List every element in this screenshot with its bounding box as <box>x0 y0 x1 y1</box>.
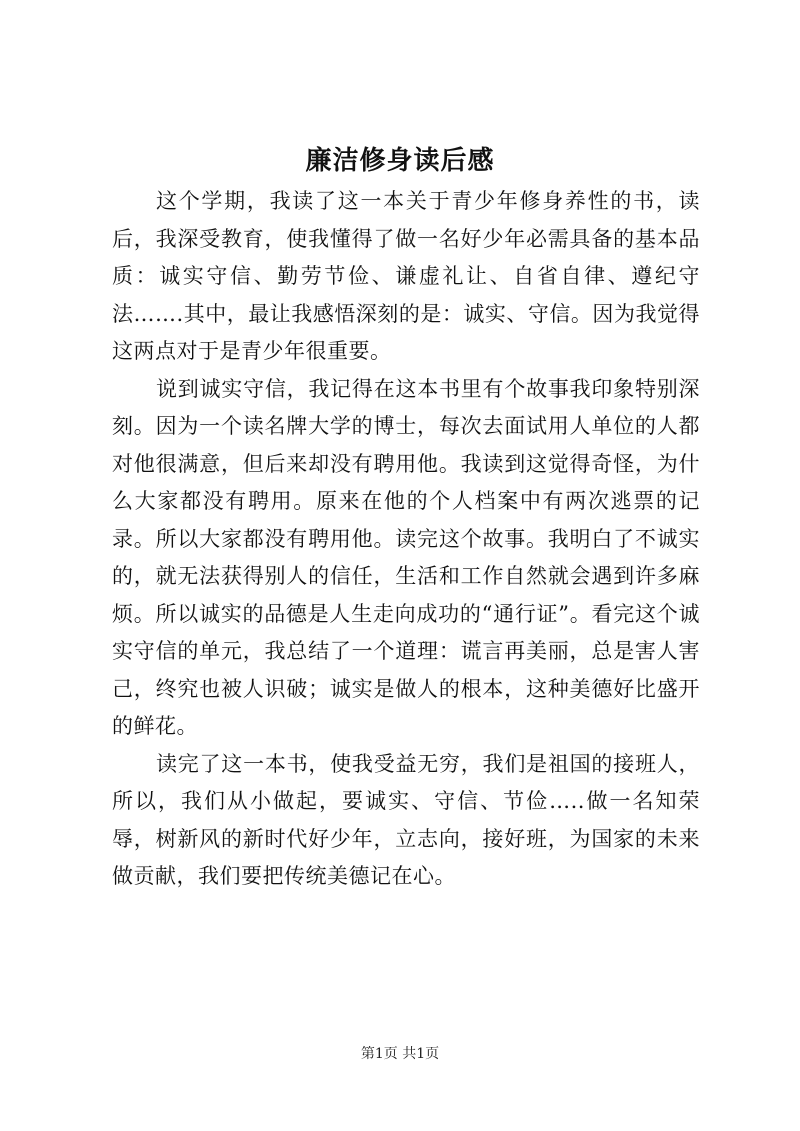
document-title: 廉洁修身读后感 <box>305 146 495 176</box>
paragraph-1: 这个学期，我读了这一本关于青少年修身养性的书，读后，我深受教育，使我懂得了做一名好少年必需具备的基本品质：诚实守信、勤劳节俭、谦虚礼让、自省自律、遵纪守法…….其中，最让我感悟深刻的是：诚实、守信。因为我觉得这两点对于是青少年很重要。 <box>112 189 700 363</box>
page-footer: 第1页 共1页 <box>360 1046 440 1062</box>
paragraph-2: 说到诚实守信，我记得在这本书里有个故事我印象特别深刻。因为一个读名牌大学的博士，每次去面试用人单位的人都对他很满意，但后来却没有聘用他。我读到这觉得奇怪，为什么大家都没有聘用。原来在他的个人档案中有两次逃票的记录。所以大家都没有聘用他。读完这个故事。我明白了不诚实的，就无法获得别人的信任，生活和工作自然就会遇到许多麻烦。所以诚实的品德是人生走向成功的“通行证”。看完这个诚实守信的单元，我总结了一个道理：谎言再美丽，总是害人害己，终究也被人识破；诚实是做人的根本，这种美德好比盛开的鲜花。 <box>112 376 700 738</box>
paragraph-3: 读完了这一本书，使我受益无穷，我们是祖国的接班人，所以，我们从小做起，要诚实、守信、节俭…..做一名知荣辱，树新风的新时代好少年，立志向，接好班，为国家的未来做贡献，我们要把传统美德记在心。 <box>112 751 700 888</box>
document-body <box>112 183 700 896</box>
